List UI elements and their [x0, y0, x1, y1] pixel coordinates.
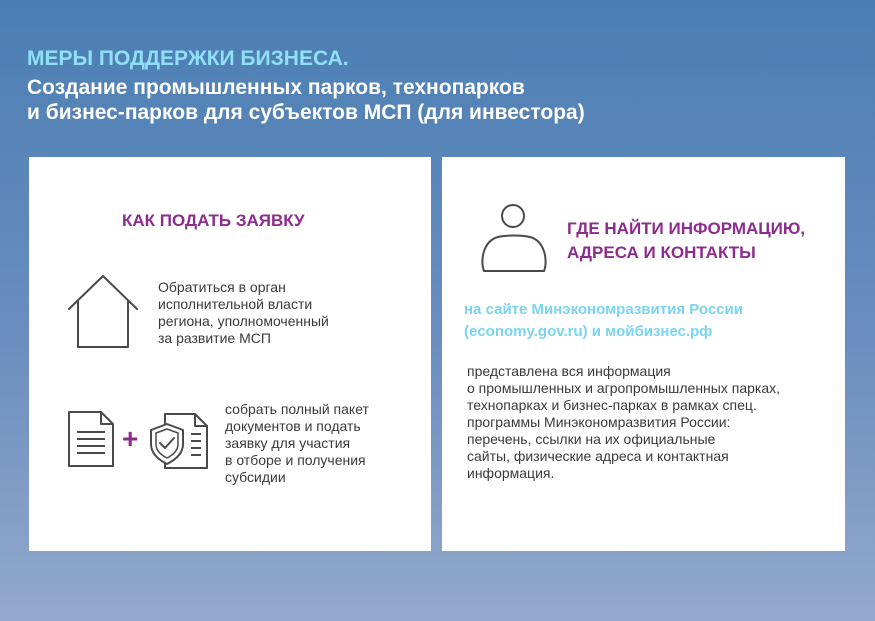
info-description-line: технопарках и бизнес-парках в рамках спец. — [467, 397, 757, 413]
person-icon — [478, 201, 552, 279]
info-description — [467, 363, 780, 482]
document-icon — [67, 410, 115, 468]
info-source-line: на сайте Минэкономразвития России — [464, 301, 743, 318]
step2-line: документов и подать — [225, 418, 361, 434]
how-to-apply-card — [29, 157, 431, 551]
step2-text — [225, 401, 369, 486]
step1-line: за развитие МСП — [158, 330, 271, 346]
info-description-line: информация. — [467, 465, 555, 481]
step2-line: субсидии — [225, 469, 286, 485]
plus-icon: + — [122, 423, 139, 454]
info-source-line: (economy.gov.ru) и мойбизнес.рф — [464, 323, 713, 340]
info-description-line: программы Минэкономразвития России: — [467, 414, 731, 430]
step2-line: в отборе и получения — [225, 452, 366, 468]
page-title: МЕРЫ ПОДДЕРЖКИ БИЗНЕСА. — [27, 47, 349, 70]
step1-line: исполнительной власти — [158, 296, 313, 312]
info-description-line: о промышленных и агропромышленных парках, — [467, 380, 780, 396]
info-description-line: сайты, физические адреса и контактная — [467, 448, 729, 464]
certified-document-icon — [145, 410, 211, 472]
header — [27, 46, 585, 125]
where-to-find-title-line: ГДЕ НАЙТИ ИНФОРМАЦИЮ, — [567, 219, 806, 238]
subtitle-line: и бизнес-парков для субъектов МСП (для инвестора) — [27, 101, 585, 124]
info-description-line: перечень, ссылки на их официальные — [467, 431, 716, 447]
step1-text — [158, 279, 329, 347]
where-to-find-title — [567, 217, 805, 265]
info-source-text — [464, 299, 743, 343]
step2-line: заявку для участия — [225, 435, 351, 451]
where-to-find-info-card — [442, 157, 845, 551]
info-description-line: представлена вся информация — [467, 363, 671, 379]
step1-line: Обратиться в орган — [158, 279, 286, 295]
subtitle-line: Создание промышленных парков, технопарков — [27, 76, 525, 99]
step1-line: региона, уполномоченный — [158, 313, 329, 329]
step2-line: собрать полный пакет — [225, 401, 369, 417]
house-icon — [65, 271, 141, 351]
how-to-apply-title: КАК ПОДАТЬ ЗАЯВКУ — [122, 211, 305, 230]
page-subtitle — [27, 75, 585, 125]
where-to-find-title-line: АДРЕСА И КОНТАКТЫ — [567, 243, 756, 262]
